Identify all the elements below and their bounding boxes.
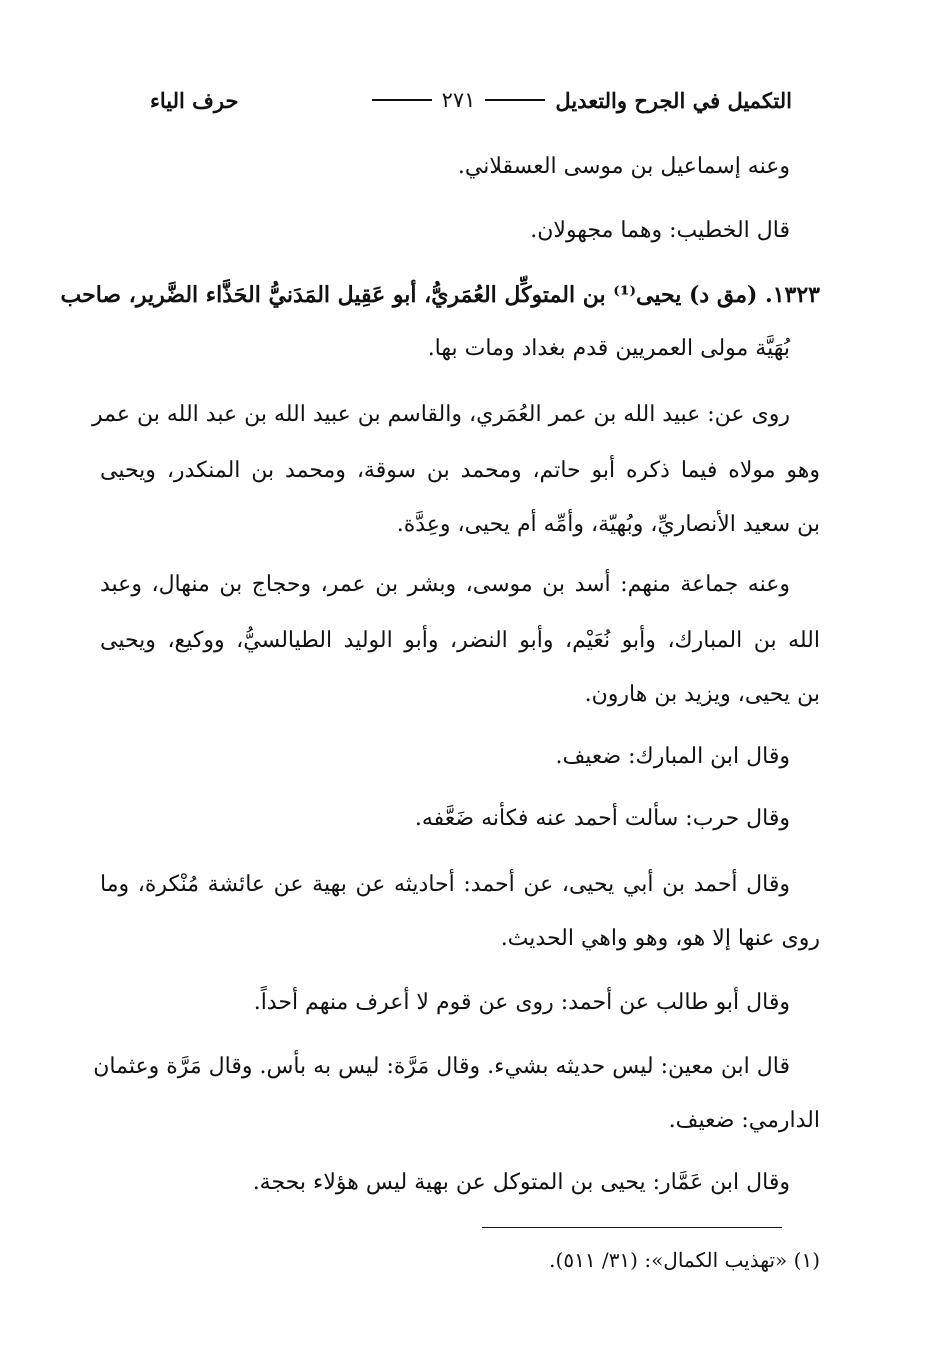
text-line: وقال أحمد بن أبي يحيى، عن أحمد: أحاديثه عن بهية عن عائشة مُنْكرة، وما — [100, 872, 790, 897]
text-line: بن سعيد الأنصاريِّ، وبُهيّة، وأمِّه أم يحيى، وعِدَّة. — [396, 512, 820, 537]
text-line: وهو مولاه فيما ذكره أبو حاتم، ومحمد بن سوقة، ومحمد بن المنكدر، ويحيى — [100, 458, 820, 483]
footnote: (١) «تهذيب الكمال»: (٣١/ ٥١١). — [549, 1248, 820, 1272]
header-dash — [372, 99, 432, 101]
text-line: روى عنها إلا هو، وهو واهي الحديث. — [500, 926, 820, 951]
section-title: حرف الياء — [150, 87, 239, 113]
entry-heading: ١٣٢٣. (مق د) يحيى⁽¹⁾ بن المتوكِّل العُمَريُّ، أبو عَقِيل المَدَنيُّ الحَذَّاء الضَّرير، صاحب — [60, 282, 820, 308]
book-title: التكميل في الجرح والتعديل — [555, 87, 792, 113]
text-line: وقال ابن المبارك: ضعيف. — [555, 744, 790, 769]
header-dash — [485, 99, 545, 101]
text-line: قال الخطيب: وهما مجهولان. — [530, 218, 790, 243]
page-number: ٢٧١ — [441, 88, 476, 112]
text-line: وعنه جماعة منهم: أسد بن موسى، وبشر بن عمر، وحجاج بن منهال، وعبد — [100, 572, 790, 597]
text-line: وقال حرب: سألت أحمد عنه فكأنه ضَعَّفه. — [414, 806, 790, 831]
text-line: وعنه إسماعيل بن موسى العسقلاني. — [457, 154, 790, 179]
text-line: الدارمي: ضعيف. — [668, 1108, 820, 1133]
text-line: روى عن: عبيد الله بن عمر العُمَري، والقاسم بن عبيد الله بن عبد الله بن عمر — [92, 402, 790, 427]
text-line: الله بن المبارك، وأبو نُعَيْم، وأبو النضر، وأبو الوليد الطيالسيُّ، ووكيع، ويحيى — [100, 628, 820, 653]
text-line: بُهَيَّة مولى العمريين قدم بغداد ومات بها. — [427, 336, 790, 361]
footnote-separator — [482, 1227, 782, 1228]
text-line: بن يحيى، ويزيد بن هارون. — [584, 682, 820, 707]
running-header — [150, 82, 792, 118]
text-line: قال ابن معين: ليس حديثه بشيء. وقال مَرَّة: ليس به بأس. وقال مَرَّة وعثمان — [93, 1054, 790, 1079]
text-line: وقال ابن عَمَّار: يحيى بن المتوكل عن بهية ليس هؤلاء بحجة. — [252, 1170, 790, 1195]
text-line: وقال أبو طالب عن أحمد: روى عن قوم لا أعرف منهم أحداً. — [253, 990, 790, 1015]
